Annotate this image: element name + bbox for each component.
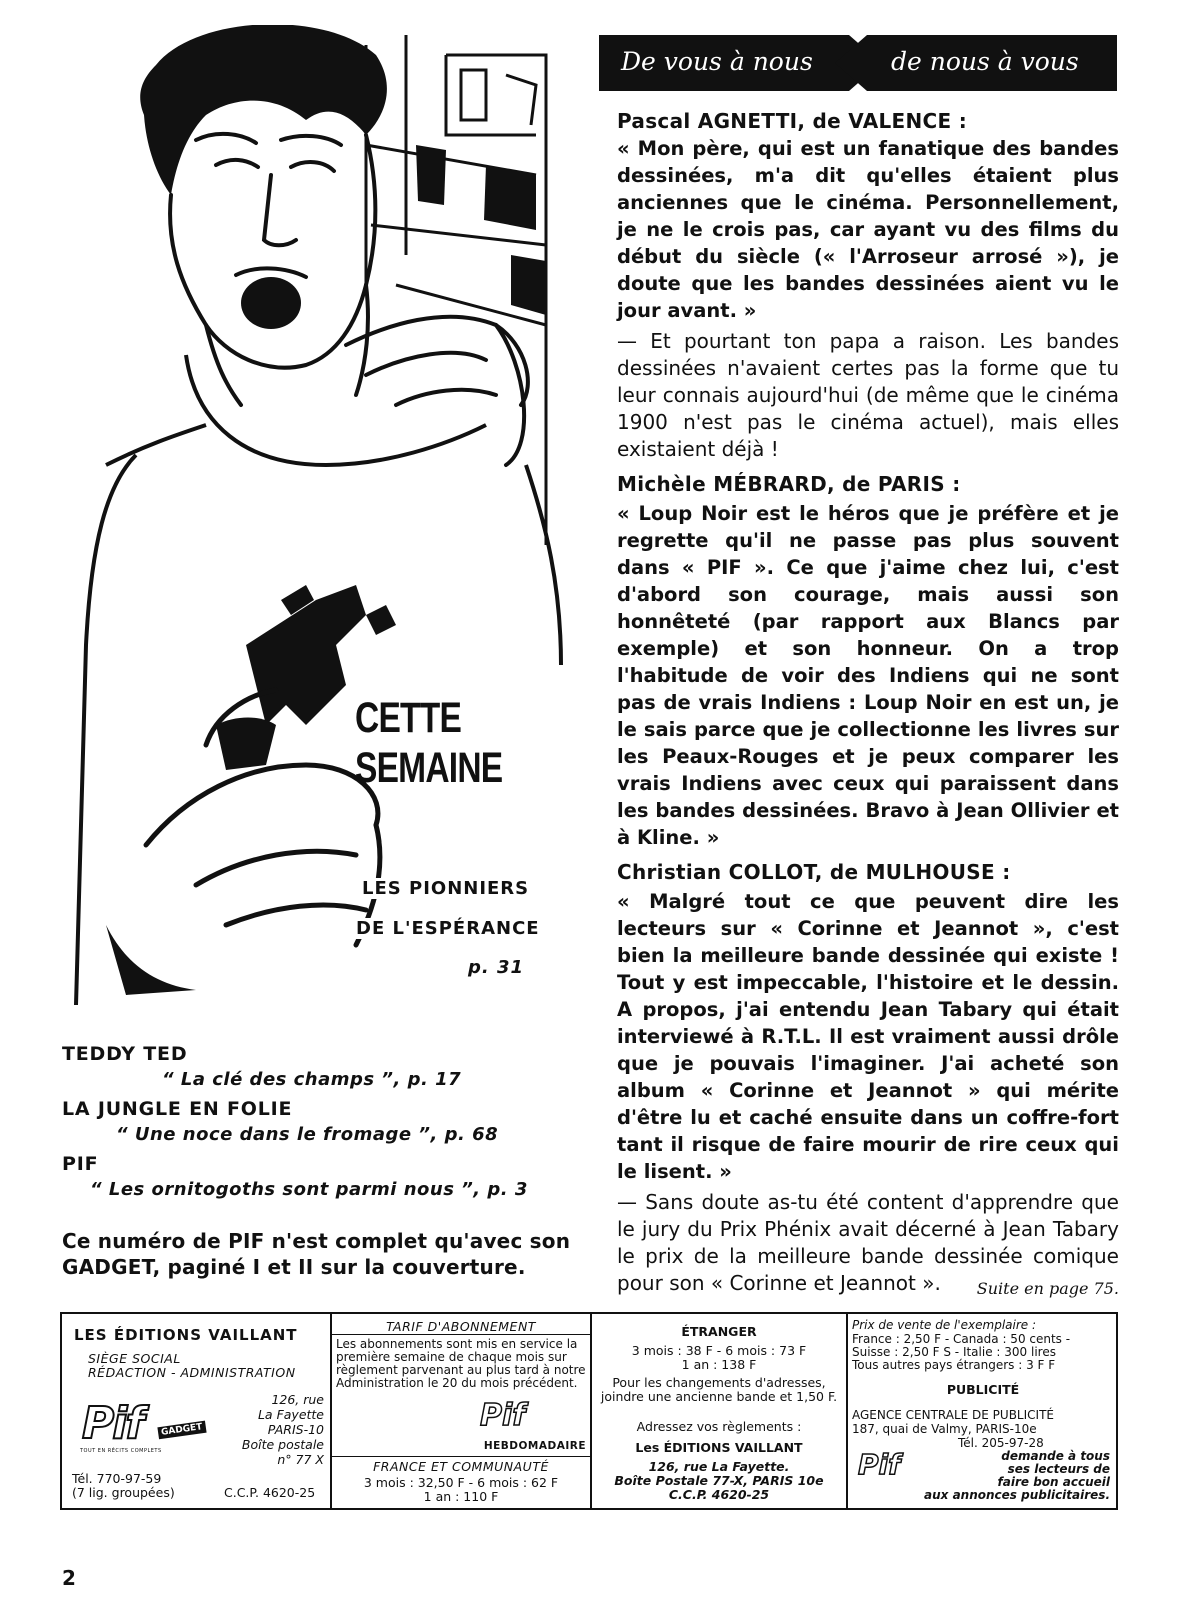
reader-letters (617, 108, 1119, 1298)
feature-heading (355, 693, 502, 793)
ads-appeal (924, 1450, 1110, 1502)
agency-phone: Tél. 205-97-28 (958, 1436, 1044, 1450)
contents-item (62, 1153, 582, 1200)
payment-instructions: Adressez vos règlements : (636, 1419, 802, 1434)
price-line3: Tous autres pays étrangers : 3 F F (852, 1358, 1056, 1372)
mail-section-banner (599, 33, 1117, 93)
contents-item (62, 1043, 582, 1090)
feature-story-title-line2: DE L'ESPÉRANCE (356, 918, 540, 939)
tarif-column (332, 1314, 590, 1508)
address-line: 126, rue (271, 1392, 324, 1407)
contents-item-sub: “ La clé des champs ”, p. 17 (162, 1069, 462, 1090)
publisher-column (62, 1314, 330, 1508)
pif-logo-tagline: TOUT EN RÉCITS COMPLETS (80, 1448, 162, 1454)
address-change-note: Pour les changements d'adresses, joindre une ancienne bande et 1,50 F. (600, 1375, 838, 1404)
publisher-sub1: SIÈGE SOCIAL (88, 1351, 181, 1366)
continued-note: Suite en page 75. (976, 1279, 1119, 1298)
publisher-phone-lines: (7 lig. groupées) (72, 1485, 175, 1500)
publisher-address (242, 1392, 324, 1467)
payment-address-line1: 126, rue La Fayette. (648, 1459, 790, 1474)
foreign-rates-line2: 1 an : 138 F (681, 1357, 757, 1372)
pif-small-logo: Pif (480, 1398, 526, 1433)
page-number: 2 (62, 1566, 76, 1590)
france-rates-line2: 1 an : 110 F (423, 1489, 499, 1504)
payment-address-line2: Boîte Postale 77-X, PARIS 10e (614, 1473, 824, 1488)
letter-text: « Loup Noir est le héros que je préfère et je regrette qu'il ne passe pas plus souvent dans « PIF ». Ce que j'aime chez lui, c'est d'abord son courage, mais aussi son honnêteté (par rapport aux Blancs par exemple) et son honneur. On a trop l'habitude de voir des Indiens qui ne sont pas de vrais Indiens : Loup Noir en est un, je le sais parce que je collectionne les livres sur les Peaux-Rouges et je peux comparer les vrais Indiens avec ceux qui paraissent dans les bandes dessinées. Bravo à Jean Ollivier et à Kline. » (617, 502, 1119, 849)
letter-answer: — Et pourtant ton papa a raison. Les bandes dessinées n'avaient certes pas la forme que tu leur connais aujourd'hui (de même que le cinéma 1900 n'est pas le cinéma actuel), mais elles existaient déjà ! (617, 329, 1119, 461)
gadget-logo-badge: GADGET (157, 1421, 206, 1439)
price-title: Prix de vente de l'exemplaire : (852, 1318, 1037, 1332)
address-line: La Fayette (257, 1407, 324, 1422)
ads-title: PUBLICITÉ (946, 1382, 1020, 1397)
france-rule (332, 1456, 590, 1457)
letter-author: Michèle MÉBRARD, de PARIS : (617, 472, 961, 496)
publisher-sub2: RÉDACTION - ADMINISTRATION (88, 1365, 296, 1380)
contents-item-title: PIF (62, 1153, 99, 1175)
ads-appeal-line: faire bon accueil (997, 1475, 1110, 1489)
foreign-rates-line1: 3 mois : 38 F - 6 mois : 73 F (631, 1343, 807, 1358)
foreign-title: ÉTRANGER (681, 1324, 757, 1339)
letter-author: Christian COLLOT, de MULHOUSE : (617, 860, 1011, 884)
letter-text: « Malgré tout ce que peuvent dire les lecteurs sur « Corinne et Jeannot », c'est bien la meilleure bande dessinée qui existe ! Tout y est impeccable, l'histoire et le dessin. A propos, j'ai entendu Jean Tabary qui était interviewé à R.T.L. Il est vraiment aussi drôle que je pouvais l'imaginer. J'ai acheté son album « Corinne et Jeannot » qui mérite d'être lu et caché ensuite dans un coffre-fort tant il risque de faire mourir de rire ceux qui le lisent. » (617, 890, 1119, 1183)
pif-gadget-logo (78, 1398, 203, 1458)
payment-recipient: Les ÉDITIONS VAILLANT (635, 1440, 803, 1455)
publisher-ccp: C.C.P. 4620-25 (224, 1485, 316, 1500)
feature-heading-line1: CETTE (355, 694, 462, 742)
france-rates-line1: 3 mois : 32,50 F - 6 mois : 62 F (363, 1475, 559, 1490)
feature-story-title-line1: LES PIONNIERS (362, 878, 530, 899)
address-line: n° 77 X (277, 1452, 324, 1467)
agency-name: AGENCE CENTRALE DE PUBLICITÉ (852, 1408, 1054, 1422)
contents-item-title: TEDDY TED (62, 1043, 188, 1065)
feature-story-page: p. 31 (468, 957, 525, 978)
agency-address: 187, quai de Valmy, PARIS-10e (852, 1422, 1037, 1436)
price-line1: France : 2,50 F - Canada : 50 cents - (852, 1332, 1071, 1346)
man-with-gun-drawing (66, 25, 566, 1005)
contents-list (62, 1043, 582, 1200)
ads-appeal-line: aux annonces publicitaires. (924, 1488, 1110, 1502)
feature-heading-line2: SEMAINE (355, 744, 503, 792)
price-line2: Suisse : 2,50 F S - Italie : 300 lires (852, 1345, 1056, 1359)
pif-logo-text: Pif (82, 1398, 143, 1449)
publisher-name: LES ÉDITIONS VAILLANT (74, 1326, 298, 1344)
ads-appeal-line: ses lecteurs de (1007, 1462, 1110, 1476)
banner-left-text: De vous à nous (621, 47, 813, 76)
contents-item (62, 1098, 582, 1145)
address-line: Boîte postale (241, 1437, 324, 1452)
contents-item-title: LA JUNGLE EN FOLIE (62, 1098, 293, 1120)
address-line: PARIS-10 (267, 1422, 324, 1437)
publisher-phone: Tél. 770-97-59 (72, 1471, 162, 1486)
letter-text: « Mon père, qui est un fanatique des bandes dessinées, m'a dit qu'elles étaient plus anciennes que le cinéma. Personnellement, je ne le crois pas, car ayant vu des films du début du siècle (« l'Arroseur arrosé »), je doute que les bandes dessinées aient vu le jour avant. » (617, 137, 1119, 322)
price-ads-column (848, 1314, 1118, 1508)
pif-ads-logo: Pif (858, 1448, 901, 1481)
tarif-title-rule (332, 1334, 590, 1335)
banner-right-text: de nous à vous (891, 47, 1079, 76)
contents-item-sub: “ Une noce dans le fromage ”, p. 68 (116, 1124, 499, 1145)
tarif-title: TARIF D'ABONNEMENT (386, 1319, 536, 1334)
payment-ccp: C.C.P. 4620-25 (668, 1487, 770, 1502)
weekly-label: HEBDOMADAIRE (483, 1440, 586, 1452)
masthead-box (60, 1312, 1118, 1510)
contents-item-sub: “ Les ornitogoths sont parmi nous ”, p. 3 (90, 1179, 528, 1200)
foreign-column (592, 1314, 846, 1508)
letter-author: Pascal AGNETTI, de VALENCE : (617, 109, 968, 133)
tarif-text: Les abonnements sont mis en service la première semaine de chaque mois sur règlement parvenant au plus tard à notre Administration le 20 du mois précédent. (336, 1337, 586, 1390)
ads-appeal-line: demande à tous (1001, 1449, 1110, 1463)
france-title: FRANCE ET COMMUNAUTÉ (373, 1459, 549, 1474)
gadget-notice: Ce numéro de PIF n'est complet qu'avec son GADGET, paginé I et II sur la couverture. (62, 1229, 571, 1279)
letter-answer: — Sans doute as-tu été content d'apprendre que le jury du Prix Phénix avait décerné à Jean Tabary le prix de la meilleure bande dessinée comique pour son « Corinne et Jeannot ». (617, 1190, 1119, 1295)
cover-illustration (66, 25, 566, 1005)
